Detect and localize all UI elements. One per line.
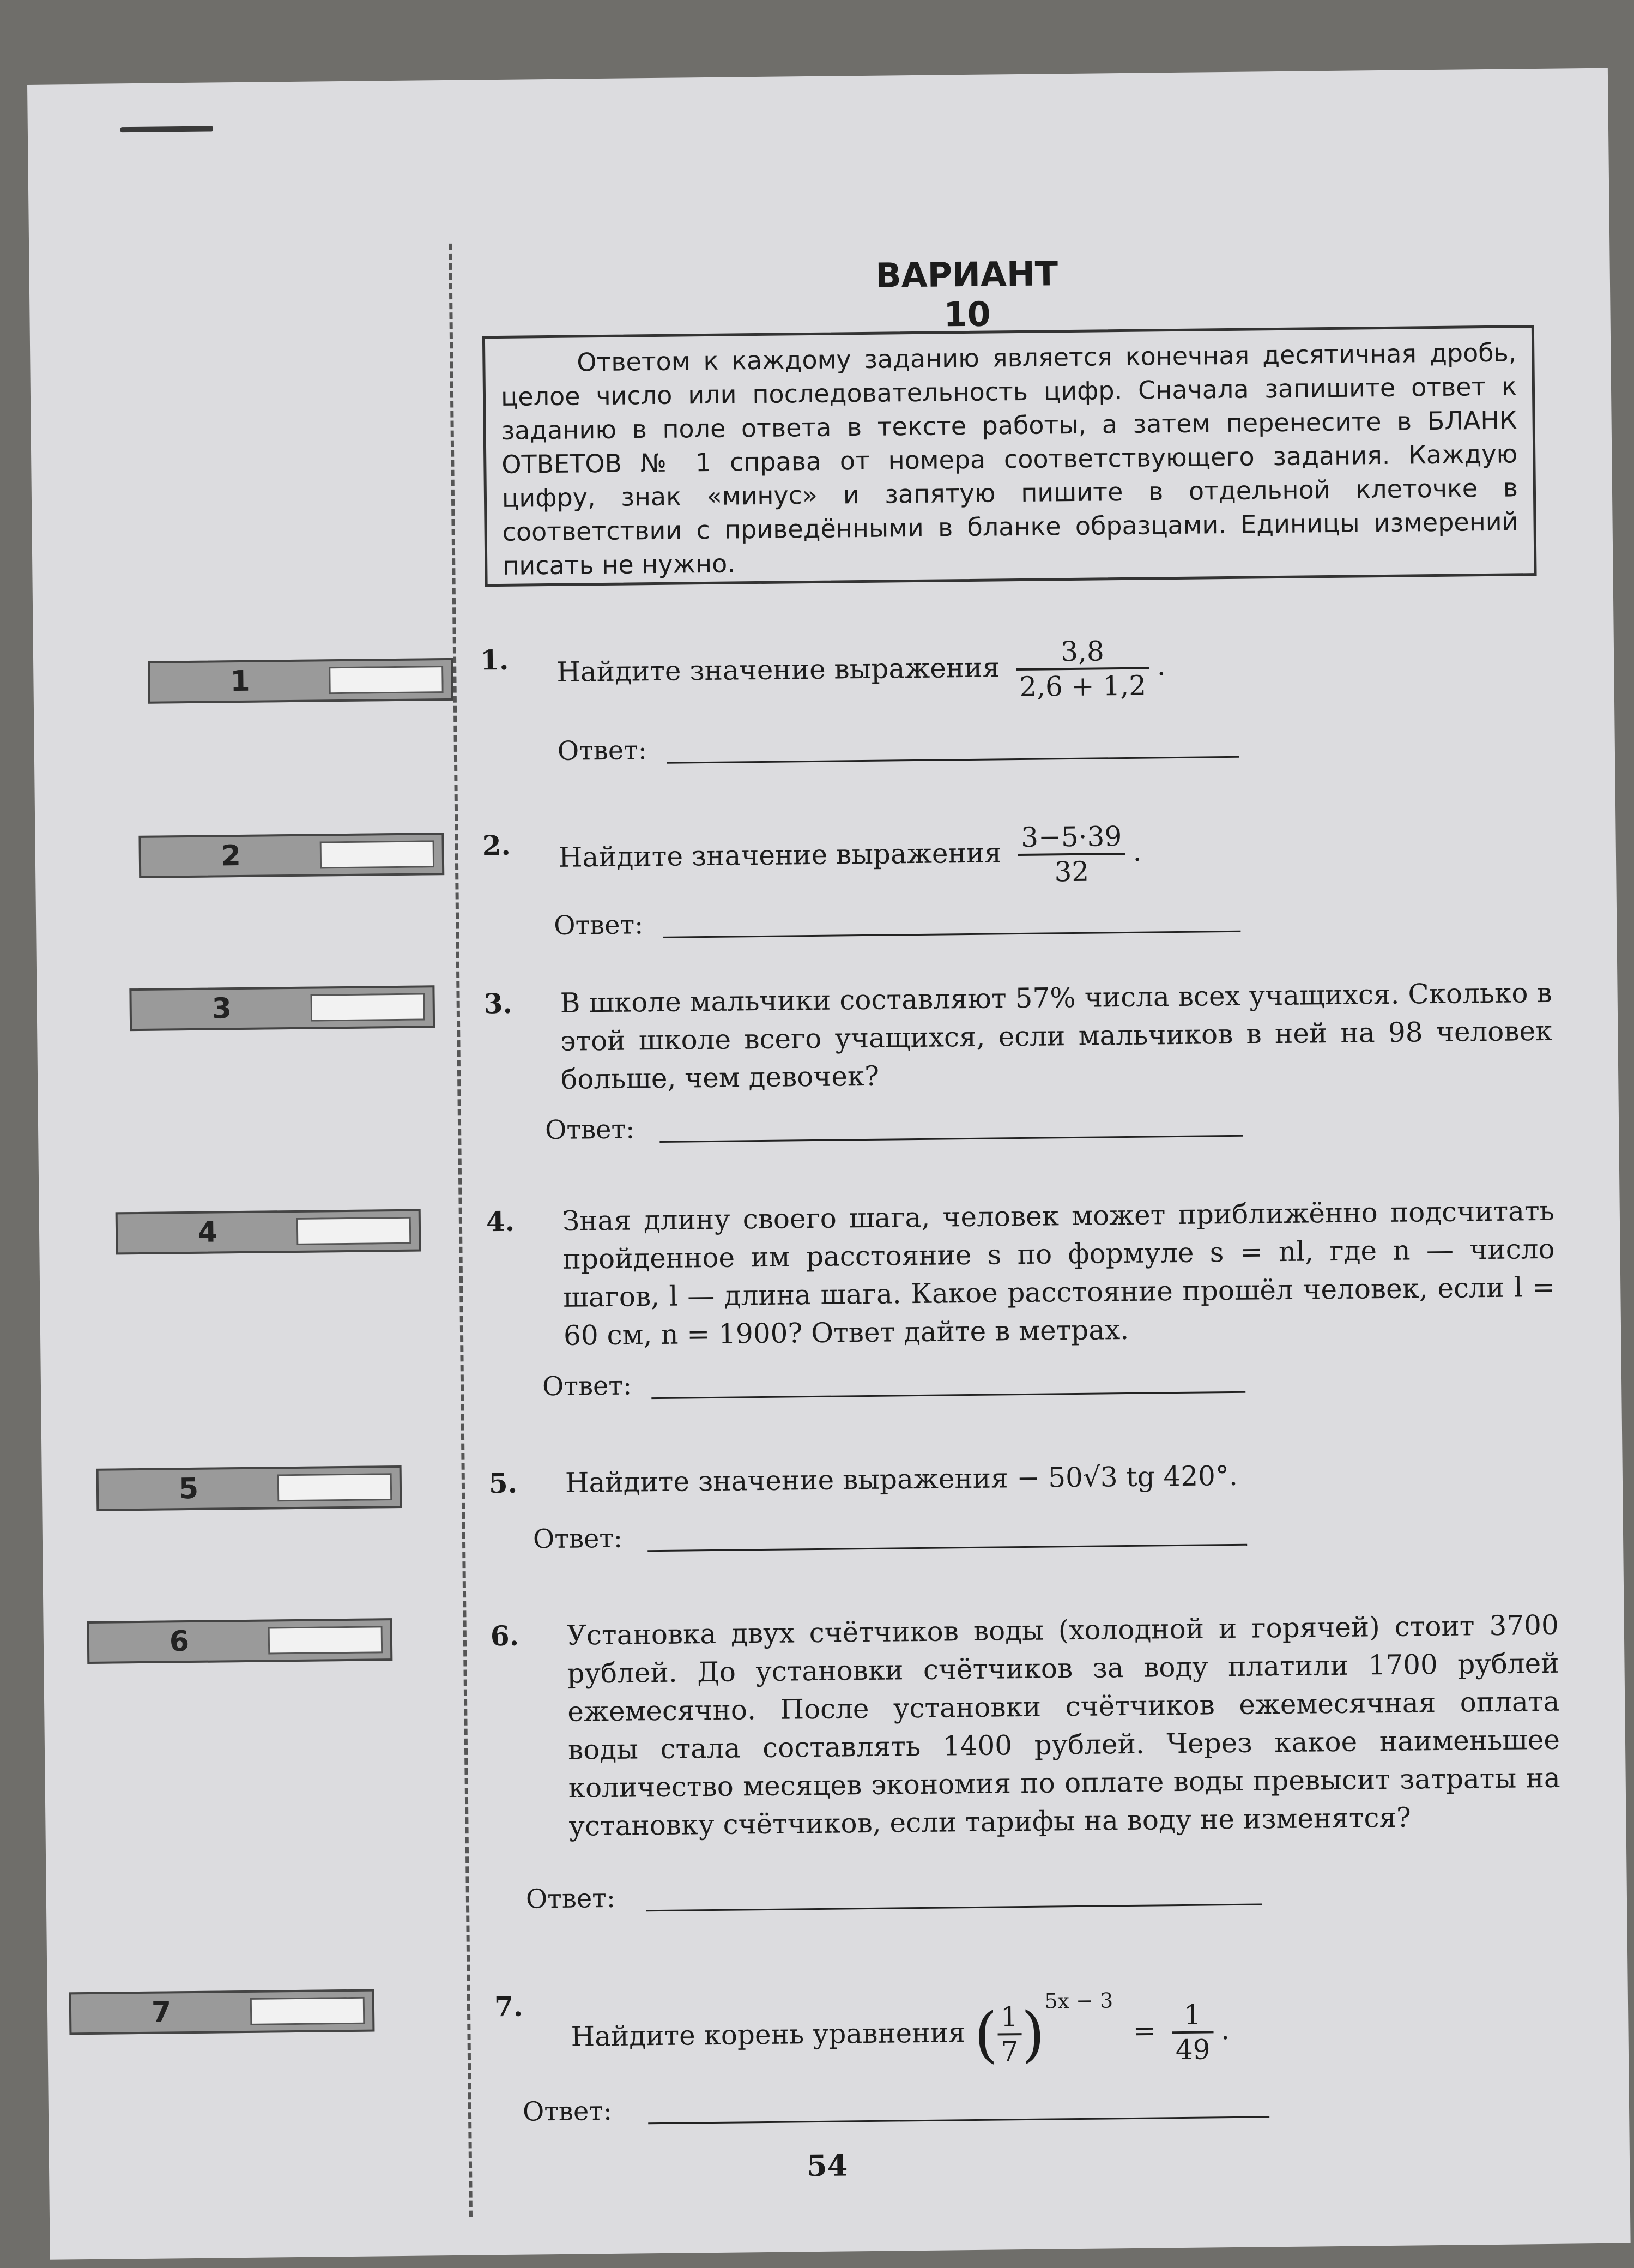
task-number: 6. (490, 1619, 519, 1652)
answer-cell[interactable] (296, 1217, 411, 1245)
fraction-numerator: 3,8 (1060, 635, 1105, 668)
answer-box-4 (116, 1209, 421, 1255)
answer-cell[interactable] (311, 993, 426, 1021)
task-prompt: Найдите значение выражения (556, 652, 1000, 688)
page-number: 54 (806, 2148, 848, 2183)
base-fraction (997, 2000, 1022, 2068)
answer-label: Ответ: (542, 1370, 632, 1402)
task-prompt: Найдите значение выражения (565, 1462, 1008, 1499)
instructions-box: Ответом к каждому заданию является конечная десятичная дробь, целое число или последовательность цифр. Сначала запишите ответ к заданию в поле ответа в тексте работы, а затем перенесите в БЛАНК ОТВЕТОВ № 1 справа от номера соответствующего задания. Каждую цифру, знак «минус» и запятую пишите в отдельной клеточке в соответствии с приведёнными в бланке образцами. Единицы измерений писать не нужно. (482, 325, 1537, 587)
fraction-denominator: 49 (1172, 2031, 1213, 2066)
answer-label: Ответ: (557, 735, 647, 767)
answer-box-2 (138, 833, 444, 878)
answer-line-4 (542, 1371, 632, 1402)
answer-cell[interactable] (320, 840, 435, 868)
task-number: 3. (483, 987, 513, 1020)
answer-field[interactable] (659, 1135, 1243, 1143)
answer-box-number: 1 (230, 665, 250, 698)
answer-box-number: 3 (211, 992, 232, 1026)
answer-cell[interactable] (268, 1626, 383, 1654)
right-paren: ) (1021, 1999, 1045, 2070)
task-text: Найдите значение выражения − 50√3 tg 420°. (565, 1459, 1238, 1499)
answer-line-7 (523, 2096, 613, 2127)
answer-box-7 (69, 1989, 375, 2035)
answer-label: Ответ: (553, 909, 644, 941)
task-expression: − 50√3 tg 420° (1016, 1460, 1230, 1494)
task-5 (489, 1453, 1558, 1519)
fraction-denominator: 7 (997, 2033, 1021, 2068)
exponent: 5x − 3 (1044, 1988, 1113, 2013)
task-prompt: Найдите корень уравнения (571, 2017, 966, 2053)
answer-label: Ответ: (544, 1114, 635, 1146)
left-paren: ( (973, 1999, 998, 2070)
answer-field[interactable] (647, 1544, 1247, 1552)
task-text: Найдите значение выражения $\frac{3-5\cdot 39}{32}$ . (558, 821, 1142, 888)
fraction (1018, 820, 1125, 889)
task-2 (482, 816, 1551, 903)
answer-label: Ответ: (522, 2095, 613, 2127)
fraction-numerator: 3−5·39 (1020, 821, 1122, 853)
answer-box-number: 5 (178, 1472, 199, 1506)
answer-field[interactable] (663, 931, 1240, 938)
task-3 (483, 974, 1553, 1105)
answer-line-2 (554, 909, 644, 941)
task-number: 5. (488, 1467, 518, 1500)
equals-sign: = (1133, 2014, 1156, 2047)
task-7 (494, 1977, 1564, 2097)
answer-box-number: 2 (221, 839, 241, 873)
answer-cell[interactable] (329, 666, 444, 694)
answer-line-3 (545, 1114, 635, 1145)
task-text: Найдите значение выражения $\frac{3,8}{2,6 + 1,2}$ . (556, 635, 1166, 703)
fraction-numerator: 1 (1183, 1999, 1202, 2031)
answer-box-3 (129, 985, 435, 1031)
answer-line-1 (558, 735, 647, 767)
task-6 (490, 1606, 1561, 1879)
task-number: 2. (482, 829, 511, 862)
answer-label: Ответ: (525, 1883, 616, 1915)
task-number: 7. (494, 1990, 523, 2023)
worksheet-page (27, 68, 1631, 2260)
task-1 (480, 630, 1549, 718)
answer-field[interactable] (646, 1903, 1262, 1911)
task-text: Установка двух счётчиков воды (холодной и горячей) стоит 3700 рублей. До установки счётчиков за воду платили 1700 рублей ежемесячно. После установки счётчиков ежемесячная оплата воды стала составлять 1400 рублей. Через какое наименьшее количество месяцев экономия по оплате воды превысит затраты на установку счётчиков, если тарифы на воду не изменятся? (566, 1609, 1560, 1842)
answer-line-6 (526, 1883, 616, 1915)
answer-cell[interactable] (277, 1473, 392, 1501)
fraction-numerator: 1 (1000, 2001, 1019, 2033)
task-text: Найдите корень уравнения ( $\frac{1}{7}$ )$^{5x - 3}$ = $\frac{1}{49}$ . (571, 1988, 1230, 2070)
answer-box-number: 7 (151, 1996, 172, 2029)
answer-cell[interactable] (250, 1997, 365, 2025)
answer-field[interactable] (648, 2116, 1269, 2124)
answer-box-number: 4 (197, 1216, 218, 1249)
answer-field[interactable] (651, 1391, 1245, 1399)
answer-field[interactable] (667, 756, 1239, 764)
task-prompt: Найдите значение выражения (558, 837, 1002, 873)
top-mark (120, 126, 213, 132)
answer-line-5 (533, 1523, 623, 1555)
task-text: В школе мальчики составляют 57% числа всех учащихся. Сколько в этой школе всего учащихся, если мальчиков в ней на 98 человек больше, чем девочек? (560, 976, 1553, 1095)
task-number: 1. (480, 643, 509, 677)
fraction-denominator: 32 (1018, 853, 1126, 889)
answer-label: Ответ: (532, 1523, 623, 1555)
answer-box-1 (148, 658, 453, 704)
answer-box-number: 6 (169, 1625, 190, 1658)
page-title: ВАРИАНТ 10 (875, 254, 1058, 335)
answer-box-6 (87, 1618, 393, 1664)
answer-box-5 (96, 1465, 402, 1511)
task-text: Зная длину своего шага, человек может приближённо подсчитать пройденное им расстояние s по формуле s = nl, где n — число шагов, l — длина шага. Какое расстояние прошёл человек, если l = 60 см, n = 1900? Ответ дайте в метрах. (562, 1195, 1556, 1352)
fraction-denominator: 2,6 + 1,2 (1016, 667, 1149, 704)
task-4 (486, 1192, 1556, 1367)
rhs-fraction (1172, 1998, 1214, 2066)
task-number: 4. (486, 1205, 515, 1238)
fraction (1015, 635, 1149, 704)
cut-line (449, 244, 473, 2217)
